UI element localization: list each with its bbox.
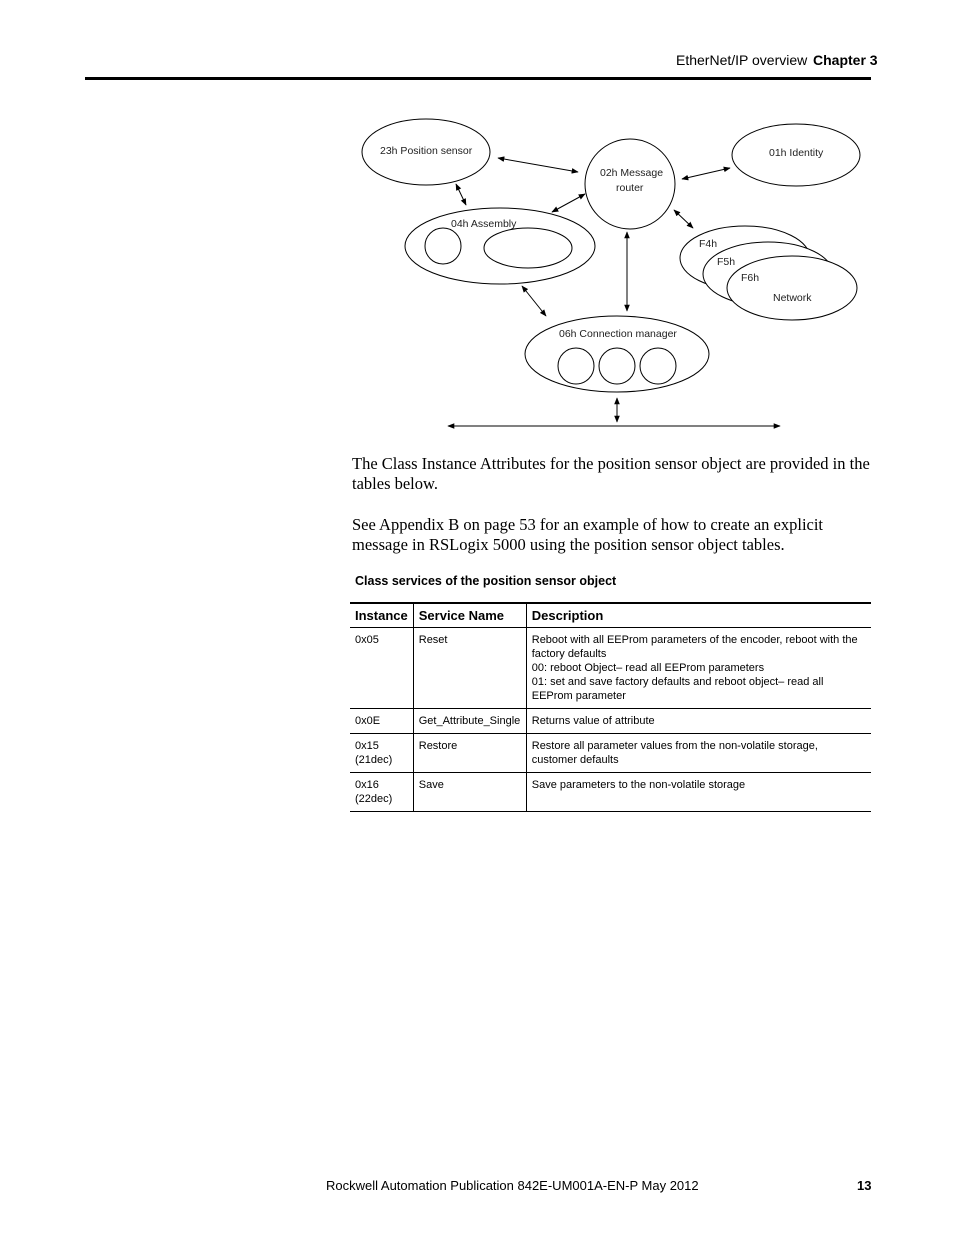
position-sensor-label: 23h Position sensor xyxy=(380,145,473,157)
connection-instance-1 xyxy=(558,348,594,384)
table-row xyxy=(350,708,871,733)
description-line: Reboot with all EEProm parameters of the encoder, reboot with the factory defaults xyxy=(531,633,858,660)
message-router-label-line1: 02h Message xyxy=(600,167,664,179)
assembly-instance-circle xyxy=(425,228,461,264)
instance-cell: 0x15 (21dec) xyxy=(350,733,413,772)
service-name-cell: Restore xyxy=(413,733,526,772)
assembly-instance-ellipse xyxy=(484,228,572,268)
arrow-sensor-assembly xyxy=(456,184,466,205)
message-router-label-line2: router xyxy=(616,182,644,194)
arrow-router-assembly xyxy=(552,194,585,212)
header-rule xyxy=(85,77,871,80)
arrow-sensor-router xyxy=(498,158,578,172)
page-number: 13 xyxy=(857,1178,872,1193)
f6h-label: F6h xyxy=(741,272,760,284)
intro-paragraph: The Class Instance Attributes for the position sensor object are provided in the tables below. xyxy=(352,454,870,493)
description-cell xyxy=(526,733,871,772)
description-line: Save parameters to the non-volatile storage xyxy=(531,778,746,791)
column-header-service-name: Service Name xyxy=(413,603,526,627)
table-row xyxy=(350,733,871,772)
header-section-title: EtherNet/IP overview xyxy=(676,52,808,68)
description-cell xyxy=(526,627,871,708)
column-header-description: Description xyxy=(526,603,871,627)
instance-cell: 0x05 xyxy=(350,627,413,708)
footer-publication: Rockwell Automation Publication 842E-UM001A-EN-P May 2012 xyxy=(326,1178,699,1193)
arrow-router-network xyxy=(674,210,693,228)
service-name-cell: Get_Attribute_Single xyxy=(413,708,526,733)
assembly-label: 04h Assembly xyxy=(451,218,517,230)
arrow-router-identity xyxy=(682,168,730,179)
table-row xyxy=(350,772,871,811)
table-header-row xyxy=(350,603,871,627)
description-cell xyxy=(526,708,871,733)
table-row xyxy=(350,627,871,708)
instance-cell: 0x16 (22dec) xyxy=(350,772,413,811)
connection-instance-3 xyxy=(640,348,676,384)
connection-instance-2 xyxy=(599,348,635,384)
f4h-label: F4h xyxy=(699,238,718,250)
description-line: Returns value of attribute xyxy=(531,714,655,727)
arrow-assembly-connection xyxy=(522,286,546,316)
network-label: Network xyxy=(773,292,812,304)
description-line: Restore all parameter values from the non-volatile storage, customer defaults xyxy=(531,739,818,766)
object-model-diagram xyxy=(340,110,880,440)
connection-manager-label: 06h Connection manager xyxy=(559,328,677,340)
column-header-instance: Instance xyxy=(350,603,413,627)
service-name-cell: Save xyxy=(413,772,526,811)
identity-label: 01h Identity xyxy=(769,147,824,159)
f6h-node xyxy=(727,256,857,320)
service-name-cell: Reset xyxy=(413,627,526,708)
header-chapter-label: Chapter 3 xyxy=(813,52,878,68)
class-services-table xyxy=(350,602,871,812)
appendix-reference-paragraph: See Appendix B on page 53 for an example of how to create an explicit message in RSLogix 5000 using the position sensor object tables. xyxy=(352,515,824,554)
description-line: 01: set and save factory defaults and reboot object– read all EEProm parameter xyxy=(531,675,824,702)
table-caption: Class services of the position sensor object xyxy=(355,574,617,588)
instance-cell: 0x0E xyxy=(350,708,413,733)
f5h-label: F5h xyxy=(717,256,736,268)
description-line: 00: reboot Object– read all EEProm parameters xyxy=(531,661,765,674)
description-cell xyxy=(526,772,871,811)
